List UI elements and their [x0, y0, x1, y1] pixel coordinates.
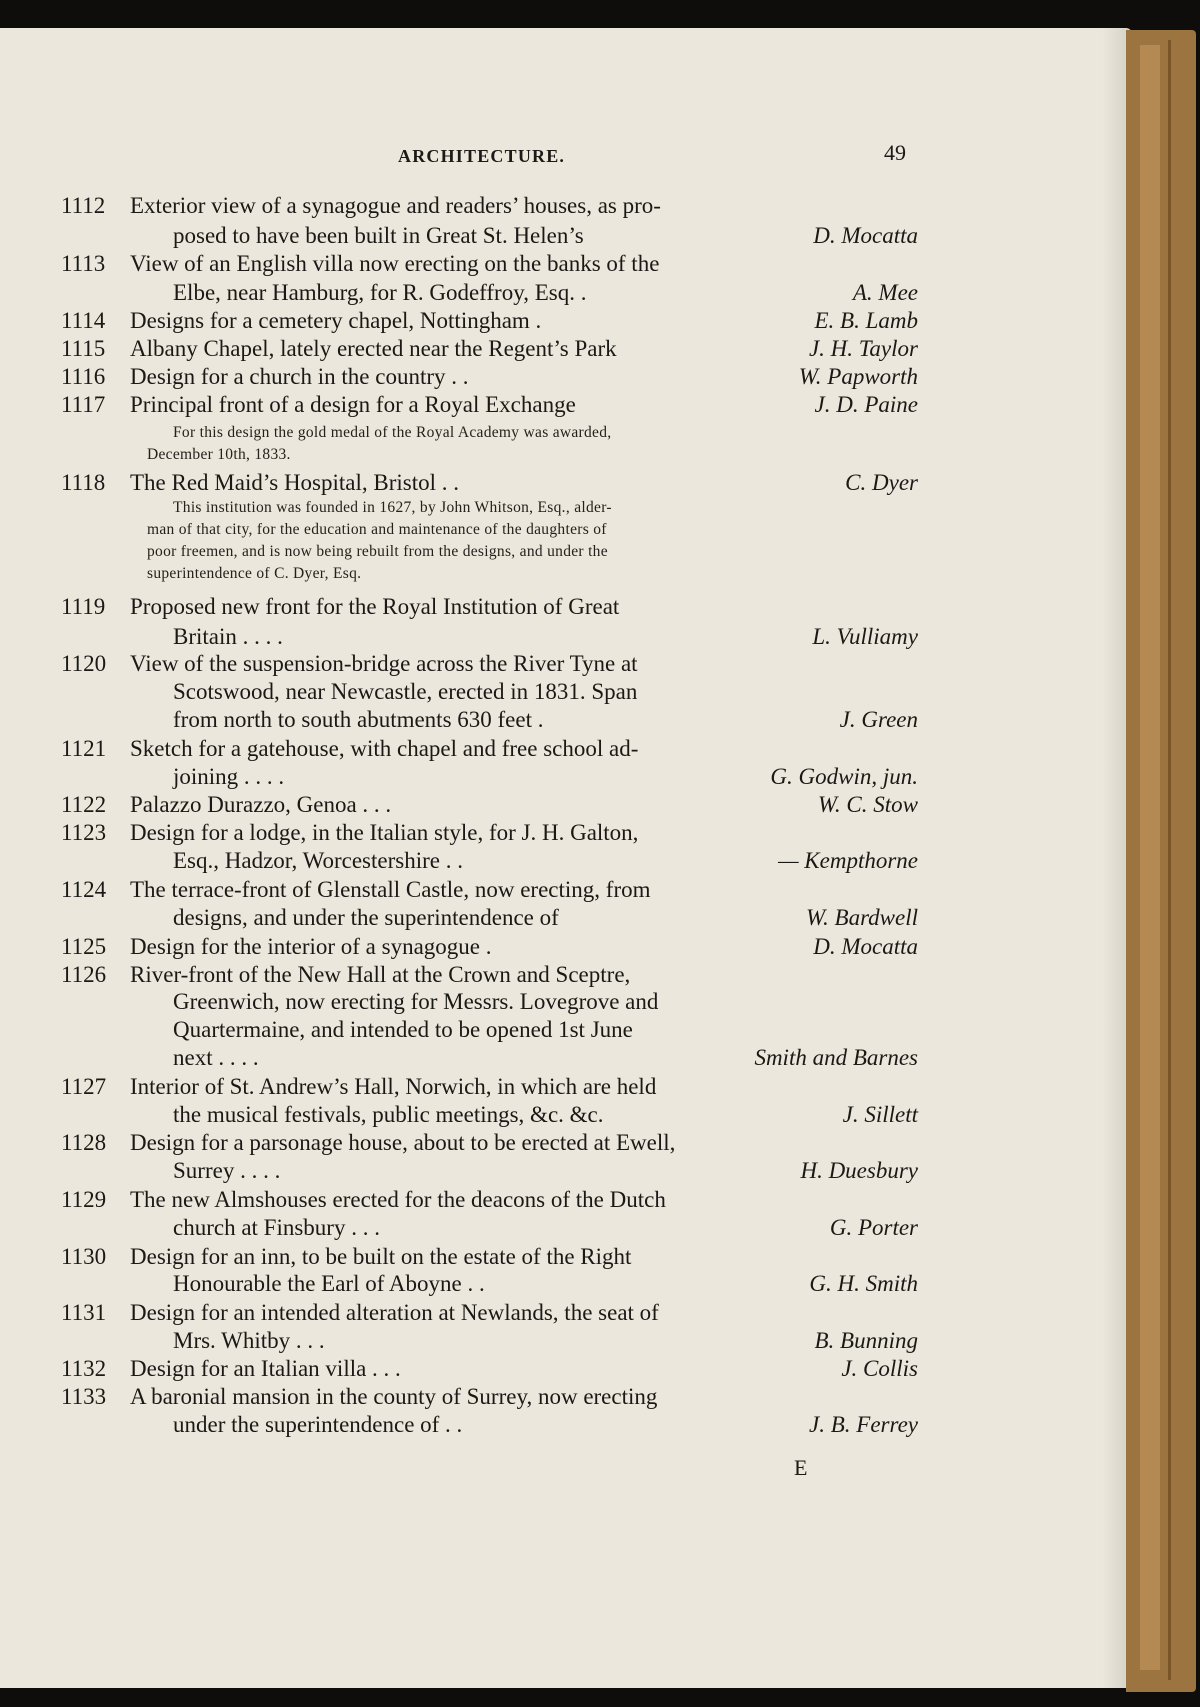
entry-line	[0, 651, 1132, 681]
entry-line	[0, 736, 1132, 766]
entry-text: designs, and under the superintendence of	[173, 905, 559, 930]
entry-text: Elbe, near Hamburg, for R. Godeffroy, Esq. .	[173, 280, 587, 305]
entry-text: View of the suspension-bridge across the River Tyne at	[130, 651, 638, 676]
section-title: ARCHITECTURE.	[398, 146, 566, 166]
entry-number: 1123	[61, 820, 107, 845]
entry-architect: J. Collis	[841, 1356, 918, 1381]
entry-number: 1114	[61, 308, 106, 333]
entry-number: 1112	[61, 193, 106, 218]
running-header	[130, 112, 930, 166]
entry-line	[0, 280, 1132, 310]
entry-line	[0, 1384, 1132, 1414]
entry-line	[0, 594, 1132, 624]
entry-line	[0, 308, 1132, 338]
entry-text: Exterior view of a synagogue and readers’ houses, as pro-	[130, 193, 661, 218]
entry-number: 1130	[61, 1244, 107, 1269]
entry-number: 1118	[61, 470, 106, 495]
entry-number: 1129	[61, 1187, 107, 1212]
entry-text: Interior of St. Andrew’s Hall, Norwich, in which are held	[130, 1074, 657, 1099]
entry-line	[0, 364, 1132, 394]
entry-line	[0, 1130, 1132, 1160]
page-number: 49	[884, 140, 906, 165]
entry-text: Design for a parsonage house, about to be erected at Ewell,	[130, 1130, 676, 1155]
entry-line	[0, 934, 1132, 964]
entry-number: 1131	[61, 1300, 107, 1325]
entry-line	[0, 1300, 1132, 1330]
entry-text: Palazzo Durazzo, Genoa . . .	[130, 792, 392, 817]
entry-number: 1113	[61, 251, 106, 276]
entry-text: under the superintendence of . .	[173, 1412, 463, 1437]
book-cover-line	[1168, 40, 1171, 1680]
entry-line	[0, 1328, 1132, 1358]
entry-line	[0, 1074, 1132, 1104]
entry-architect: D. Mocatta	[813, 223, 918, 248]
entry-architect: W. Bardwell	[805, 905, 918, 930]
entry-number: 1125	[61, 934, 107, 959]
entry-line	[0, 962, 1132, 992]
entry-number: 1126	[61, 962, 107, 987]
entry-text: Surrey . . . .	[173, 1158, 281, 1183]
entry-line	[0, 470, 1132, 500]
entry-architect: W. Papworth	[798, 364, 918, 389]
book-cover-edge	[1126, 30, 1196, 1692]
entry-footnote: poor freemen, and is now being rebuilt from the designs, and under the	[147, 543, 608, 560]
entry-text: Sketch for a gatehouse, with chapel and free school ad-	[130, 736, 639, 761]
entry-architect: J. Sillett	[842, 1102, 918, 1127]
entry-line	[0, 989, 1132, 1019]
entry-architect: A. Mee	[852, 280, 918, 305]
entry-text: Designs for a cemetery chapel, Nottingham .	[130, 308, 542, 333]
entry-line	[0, 1045, 1132, 1075]
entry-number: 1133	[61, 1384, 107, 1409]
entry-footnote: man of that city, for the education and maintenance of the daughters of	[147, 521, 607, 538]
entry-architect: L. Vulliamy	[812, 624, 918, 649]
entry-text: the musical festivals, public meetings, &c. &c.	[173, 1102, 604, 1127]
entry-number: 1119	[61, 594, 106, 619]
entry-text: Honourable the Earl of Aboyne . .	[173, 1271, 485, 1296]
entry-text: Design for an Italian villa . . .	[130, 1356, 401, 1381]
entry-line	[0, 1271, 1132, 1301]
entry-footnote: This institution was founded in 1627, by John Whitson, Esq., alder-	[173, 499, 612, 516]
entry-line	[0, 392, 1132, 422]
entry-architect: — Kempthorne	[778, 848, 918, 873]
entry-architect: D. Mocatta	[813, 934, 918, 959]
entry-line	[0, 820, 1132, 850]
entry-text: Quartermaine, and intended to be opened 1st June	[173, 1017, 633, 1042]
entry-line	[0, 193, 1132, 223]
entry-text: Design for a church in the country . .	[130, 364, 469, 389]
entry-text: River-front of the New Hall at the Crown and Sceptre,	[130, 962, 631, 987]
entry-architect: E. B. Lamb	[814, 308, 918, 333]
signature-mark: E	[794, 1455, 808, 1480]
entry-line	[0, 707, 1132, 737]
entry-text: Design for the interior of a synagogue .	[130, 934, 492, 959]
entry-line	[0, 905, 1132, 935]
entry-number: 1115	[61, 336, 106, 361]
entry-line	[0, 1158, 1132, 1188]
entry-line	[0, 1102, 1132, 1132]
entry-number: 1128	[61, 1130, 107, 1155]
entry-line	[0, 679, 1132, 709]
entry-text: Esq., Hadzor, Worcestershire . .	[173, 848, 463, 873]
entry-text: from north to south abutments 630 feet .	[173, 707, 544, 732]
entry-line	[0, 1215, 1132, 1245]
entry-text: joining . . . .	[173, 764, 285, 789]
entry-text: Scotswood, near Newcastle, erected in 1831. Span	[173, 679, 638, 704]
entry-architect: J. D. Paine	[814, 392, 918, 417]
entry-architect: J. Green	[839, 707, 918, 732]
entry-line	[0, 336, 1132, 366]
entry-architect: H. Duesbury	[800, 1158, 918, 1183]
entry-line	[0, 251, 1132, 281]
entry-text: Greenwich, now erecting for Messrs. Lovegrove and	[173, 989, 659, 1014]
entry-architect: W. C. Stow	[817, 792, 918, 817]
book-cover-spine-band	[1140, 45, 1160, 1670]
entry-number: 1121	[61, 736, 107, 761]
entry-line	[0, 1244, 1132, 1274]
entry-text: posed to have been built in Great St. Helen’s	[173, 223, 584, 248]
entry-architect: G. Godwin, jun.	[770, 764, 918, 789]
entry-architect: B. Bunning	[814, 1328, 918, 1353]
entry-text: The terrace-front of Glenstall Castle, now erecting, from	[130, 877, 651, 902]
entry-line	[0, 877, 1132, 907]
entry-text: A baronial mansion in the county of Surrey, now erecting	[130, 1384, 658, 1409]
entry-architect: Smith and Barnes	[754, 1045, 918, 1070]
entry-text: The Red Maid’s Hospital, Bristol . .	[130, 470, 460, 495]
entry-text: Albany Chapel, lately erected near the Regent’s Park	[130, 336, 617, 361]
entry-architect: J. H. Taylor	[808, 336, 918, 361]
entry-number: 1127	[61, 1074, 107, 1099]
entry-text: Design for a lodge, in the Italian style, for J. H. Galton,	[130, 820, 639, 845]
entry-text: Proposed new front for the Royal Institution of Great	[130, 594, 620, 619]
entry-architect: C. Dyer	[845, 470, 918, 495]
entry-line	[0, 624, 1132, 654]
entry-line	[0, 1412, 1132, 1442]
entry-text: Mrs. Whitby . . .	[173, 1328, 325, 1353]
entry-line	[0, 848, 1132, 878]
entry-footnote: superintendence of C. Dyer, Esq.	[147, 565, 362, 582]
entry-line	[0, 1356, 1132, 1386]
entry-line	[0, 1187, 1132, 1217]
entry-line	[0, 792, 1132, 822]
entry-architect: G. H. Smith	[809, 1271, 918, 1296]
entry-line	[0, 1017, 1132, 1047]
entry-architect: J. B. Ferrey	[809, 1412, 918, 1437]
entry-number: 1117	[61, 392, 106, 417]
entry-number: 1124	[61, 877, 107, 902]
entry-text: next . . . .	[173, 1045, 259, 1070]
entry-line	[0, 223, 1132, 253]
entry-footnote: December 10th, 1833.	[147, 446, 291, 463]
entry-number: 1122	[61, 792, 107, 817]
entry-number: 1116	[61, 364, 106, 389]
entry-text: Design for an inn, to be built on the estate of the Right	[130, 1244, 632, 1269]
entry-footnote: For this design the gold medal of the Royal Academy was awarded,	[173, 424, 612, 441]
entry-number: 1132	[61, 1356, 107, 1381]
entry-line	[0, 764, 1132, 794]
entry-text: church at Finsbury . . .	[173, 1215, 380, 1240]
entry-number: 1120	[61, 651, 107, 676]
entry-text: Principal front of a design for a Royal Exchange	[130, 392, 576, 417]
entry-architect: G. Porter	[829, 1215, 918, 1240]
entry-text: Design for an intended alteration at Newlands, the seat of	[130, 1300, 659, 1325]
entry-text: Britain . . . .	[173, 624, 283, 649]
entry-text: View of an English villa now erecting on the banks of the	[130, 251, 660, 276]
entry-text: The new Almshouses erected for the deacons of the Dutch	[130, 1187, 666, 1212]
